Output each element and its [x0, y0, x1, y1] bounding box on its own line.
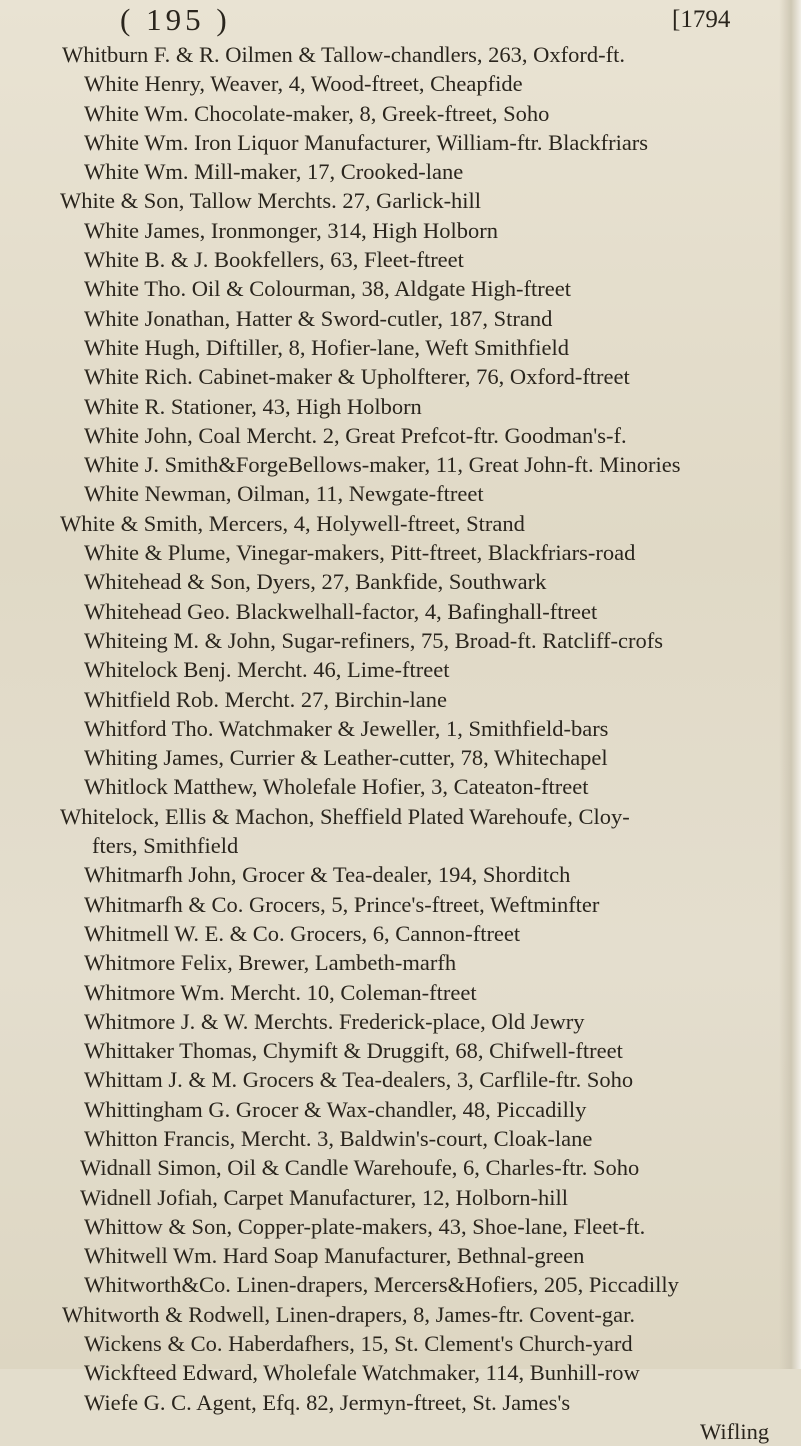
directory-entry: [0, 1417, 790, 1446]
directory-entry: [0, 186, 790, 215]
entry-text: Whittow & Son, Copper-plate-makers, 43, Shoe-lane, Fleet-ft.: [84, 1213, 646, 1239]
directory-entry: [0, 714, 790, 743]
entry-text: Wickens & Co. Haberdafhers, 15, St. Clement's Church-yard: [84, 1331, 633, 1357]
directory-entry: [0, 216, 790, 245]
directory-entry: [0, 69, 790, 98]
entry-text: Whitton Francis, Mercht. 3, Baldwin's-court, Cloak-lane: [84, 1125, 593, 1151]
directory-entry: [0, 509, 790, 538]
year-label: [1794: [672, 6, 731, 33]
directory-entry: [0, 333, 790, 362]
entry-text: White & Plume, Vinegar-makers, Pitt-ftreet, Blackfriars-road: [84, 540, 636, 566]
entry-text: Widnall Simon, Oil & Candle Warehoufe, 6, Charles-ftr. Soho: [80, 1155, 640, 1181]
entry-text: Whittingham G. Grocer & Wax-chandler, 48, Piccadilly: [84, 1096, 587, 1122]
entry-text: Whitburn F. & R. Oilmen & Tallow-chandlers, 263, Oxford-ft.: [62, 42, 625, 67]
entry-text: Widnell Jofiah, Carpet Manufacturer, 12, Holborn-hill: [80, 1184, 569, 1210]
directory-entry: [0, 1095, 790, 1124]
directory-entry: [0, 1183, 790, 1212]
directory-entry: [0, 743, 790, 772]
directory-entry: [0, 626, 790, 655]
directory-entry: [0, 1212, 790, 1241]
entry-text: Whittaker Thomas, Chymift & Druggift, 68, Chifwell-ftreet: [84, 1038, 623, 1064]
directory-entry: [0, 40, 790, 69]
entry-text: Whitmell W. E. & Co. Grocers, 6, Cannon-ftreet: [84, 920, 521, 946]
directory-entry: [0, 274, 790, 303]
entry-text: Whitworth & Rodwell, Linen-drapers, 8, James-ftr. Covent-gar.: [62, 1301, 635, 1327]
entry-text: White R. Stationer, 43, High Holborn: [84, 393, 422, 419]
page-number: ( 195 ): [120, 2, 231, 37]
directory-entry: [0, 392, 790, 421]
entry-text: White Newman, Oilman, 11, Newgate-ftreet: [84, 481, 484, 507]
entry-text: White Wm. Mill-maker, 17, Crooked-lane: [84, 159, 464, 185]
entry-text: White Rich. Cabinet-maker & Upholfterer, 76, Oxford-ftreet: [84, 364, 630, 390]
directory-entry: [0, 479, 790, 508]
entry-text: White Henry, Weaver, 4, Wood-ftreet, Cheapfide: [84, 71, 523, 97]
entry-text: Whiting James, Currier & Leather-cutter, 78, Whitechapel: [84, 745, 608, 771]
entry-text: White & Smith, Mercers, 4, Holywell-ftreet, Strand: [60, 510, 525, 536]
directory-entry: [0, 99, 790, 128]
directory-entry: [0, 1300, 790, 1329]
entry-text: Whitmarfh John, Grocer & Tea-dealer, 194, Shorditch: [84, 862, 571, 888]
directory-entry: [0, 919, 790, 948]
directory-entry: [0, 362, 790, 391]
directory-entry: [0, 597, 790, 626]
directory-entry: [0, 1270, 790, 1299]
entry-text: White B. & J. Bookfellers, 63, Fleet-ftreet: [84, 247, 464, 273]
entry-text: Whittam J. & M. Grocers & Tea-dealers, 3, Carflile-ftr. Soho: [84, 1067, 634, 1093]
entry-text: White John, Coal Mercht. 2, Great Prefcot-ftr. Goodman's-f.: [84, 422, 627, 448]
directory-entry: [0, 1153, 790, 1182]
directory-entry: [0, 567, 790, 596]
directory-entry: [0, 655, 790, 684]
entry-text: Whitwell Wm. Hard Soap Manufacturer, Bethnal-green: [84, 1243, 585, 1269]
directory-entry: [0, 157, 790, 186]
page-header: [0, 2, 801, 44]
entry-text: White Wm. Iron Liquor Manufacturer, William-ftr. Blackfriars: [84, 129, 649, 155]
directory-entry: [0, 450, 790, 479]
entry-text: White & Son, Tallow Merchts. 27, Garlick-hill: [60, 188, 482, 214]
entry-text: White Wm. Chocolate-maker, 8, Greek-ftreet, Soho: [84, 100, 550, 126]
entry-text: Wiefe G. C. Agent, Efq. 82, Jermyn-ftreet, St. James's: [84, 1389, 571, 1415]
entry-text: Wifling: [700, 1418, 770, 1444]
directory-entry: [0, 1329, 790, 1358]
entry-text: Whitfield Rob. Mercht. 27, Birchin-lane: [84, 686, 448, 712]
entry-text: White James, Ironmonger, 314, High Holborn: [84, 217, 499, 243]
directory-entry: [0, 128, 790, 157]
directory-entry: [0, 802, 790, 831]
entry-text: Whitmore Felix, Brewer, Lambeth-marfh: [84, 950, 457, 976]
entry-text: White Jonathan, Hatter & Sword-cutler, 187, Strand: [84, 305, 553, 331]
entry-text: Whitworth&Co. Linen-drapers, Mercers&Hofiers, 205, Piccadilly: [84, 1272, 679, 1298]
directory-entry: [0, 948, 790, 977]
entry-text: Wickfteed Edward, Wholefale Watchmaker, 114, Bunhill-row: [84, 1360, 640, 1386]
directory-entry: [0, 831, 790, 860]
directory-entry: [0, 1358, 790, 1387]
directory-entry: [0, 890, 790, 919]
directory-entry: [0, 1065, 790, 1094]
entry-text: Whitmore J. & W. Merchts. Frederick-place, Old Jewry: [84, 1008, 585, 1034]
entry-text: White Hugh, Diftiller, 8, Hofier-lane, Weft Smithfield: [84, 334, 570, 360]
directory-entry: [0, 245, 790, 274]
entry-text: White Tho. Oil & Colourman, 38, Aldgate High-ftreet: [84, 276, 571, 302]
entry-text: Whitmore Wm. Mercht. 10, Coleman-ftreet: [84, 979, 477, 1005]
directory-entry: [0, 772, 790, 801]
entry-text: White J. Smith&ForgeBellows-maker, 11, Great John-ft. Minories: [84, 452, 681, 478]
directory-entry: [0, 978, 790, 1007]
entry-text: Whitehead & Son, Dyers, 27, Bankfide, Southwark: [84, 569, 547, 595]
directory-entry: [0, 1124, 790, 1153]
entry-text: Whitehead Geo. Blackwelhall-factor, 4, Bafinghall-ftreet: [84, 598, 598, 624]
directory-entries: [0, 40, 790, 1446]
directory-entry: [0, 538, 790, 567]
directory-entry: [0, 304, 790, 333]
directory-entry: [0, 421, 790, 450]
entry-text: Whitmarfh & Co. Grocers, 5, Prince's-ftreet, Weftminfter: [84, 891, 600, 917]
entry-text: Whitford Tho. Watchmaker & Jeweller, 1, Smithfield-bars: [84, 715, 609, 741]
directory-entry: [0, 1388, 790, 1417]
entry-text: Whitlock Matthew, Wholefale Hofier, 3, Cateaton-ftreet: [84, 774, 589, 800]
directory-entry: [0, 1241, 790, 1270]
directory-entry: [0, 1007, 790, 1036]
entry-text: Whitelock Benj. Mercht. 46, Lime-ftreet: [84, 657, 450, 683]
entry-text: Whitelock, Ellis & Machon, Sheffield Plated Warehoufe, Cloy-: [60, 803, 630, 829]
directory-entry: [0, 860, 790, 889]
directory-entry: [0, 1036, 790, 1065]
entry-text: Whiteing M. & John, Sugar-refiners, 75, Broad-ft. Ratcliff-crofs: [84, 627, 663, 653]
entry-text: fters, Smithfield: [92, 833, 239, 859]
directory-entry: [0, 685, 790, 714]
